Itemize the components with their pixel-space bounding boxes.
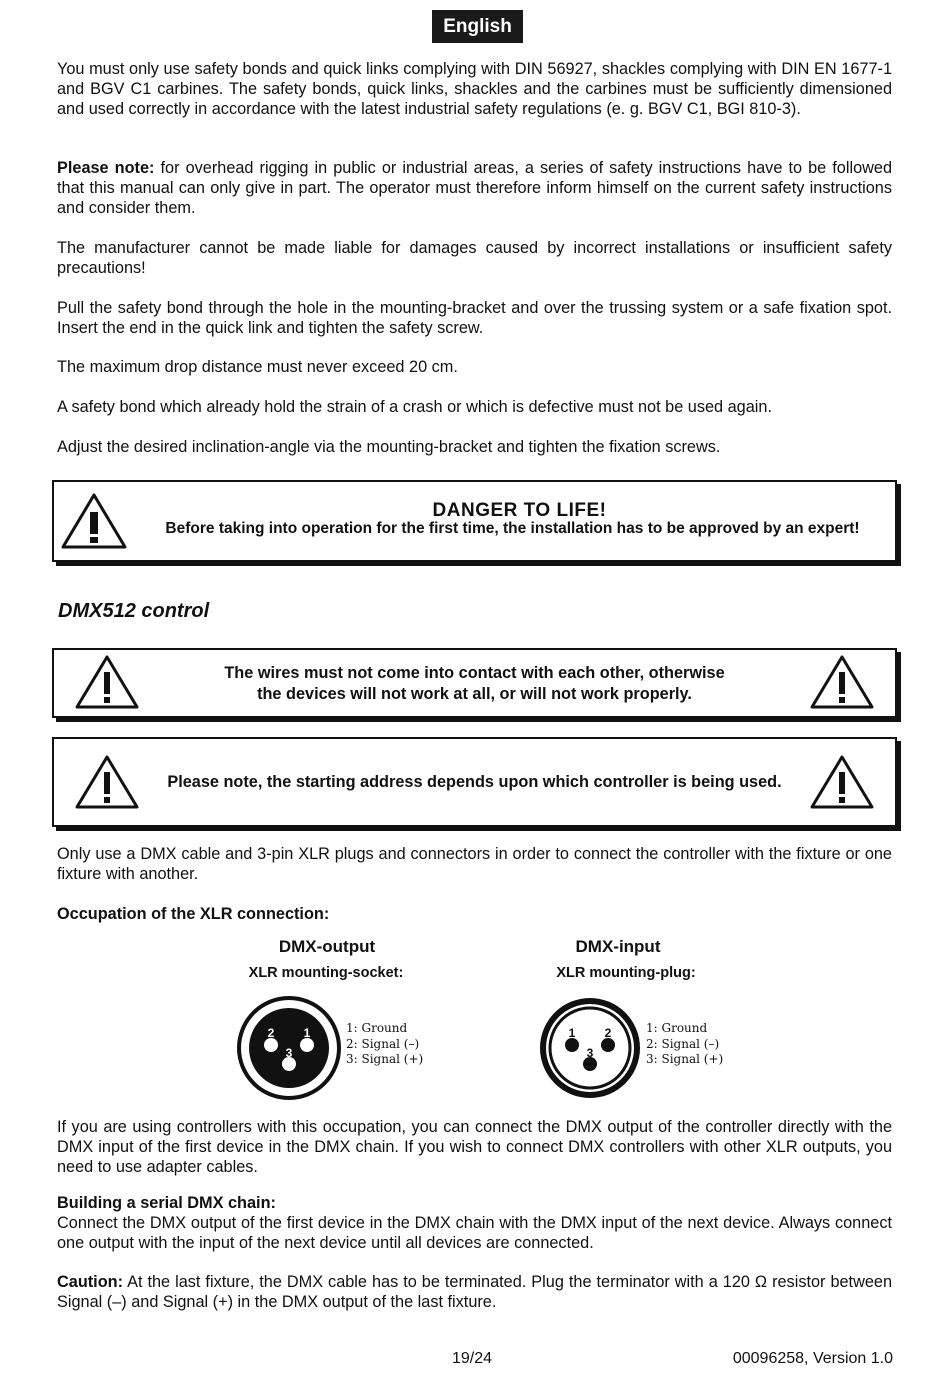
pin-label: 1 [568,1026,576,1040]
paragraph-pull-safety-bond: Pull the safety bond through the hole in the mounting-bracket and over the trussing system or a safe fixation spot. Insert the end in the quick link and tighten the safety screw. [57,299,892,337]
xlr-socket-legend [346,1021,423,1068]
dmx-output-title: DMX-output [278,937,376,956]
paragraph-please-note [57,158,892,218]
legend-ground: 1: Ground [346,1021,408,1035]
pin-label: 2 [604,1026,612,1040]
paragraph-safety-bond-reuse: A safety bond which already hold the strain of a crash or which is defective must not be used again. [57,398,772,416]
caution-text: At the last fixture, the DMX cable has to be terminated. Plug the terminator with a 120 Ω resistor between Signal (–) and Signal (+) in the DMX output of the last fixture. [57,1273,892,1311]
warning-triangle-icon [809,654,875,710]
legend-signal-minus: 2: Signal (–) [646,1036,720,1051]
paragraph-dmx-chain: Connect the DMX output of the first device in the DMX chain with the DMX input of the next device. Always connect one output with the input of the next device until all devices are connected. [57,1214,892,1252]
warning-box-wires [52,648,897,718]
paragraph-caution [57,1272,892,1312]
paragraph-inclination: Adjust the desired inclination-angle via the mounting-bracket and tighten the fixation screws. [57,438,721,456]
caution-lead: Caution: [57,1273,124,1291]
pin-label: 2 [267,1026,275,1040]
warning-wires-text [154,663,795,705]
paragraph-controller-occupation: If you are using controllers with this occupation, you can connect the DMX output of the controller directly with the DMX input of the first device in the DMX chain. If you wish to connect DMX controllers with other XLR outputs, you need to use adapter cables. [57,1118,892,1176]
language-label: English [443,15,512,37]
dmx-input-subtitle: XLR mounting-plug: [556,965,696,981]
chain-heading: Building a serial DMX chain: [57,1194,276,1212]
danger-text: Before taking into operation for the first time, the installation has to be approved by an expert! [165,520,860,537]
xlr-socket-diagram [236,995,342,1101]
pin-label: 3 [285,1046,293,1060]
paragraph-dmx-cable: Only use a DMX cable and 3-pin XLR plugs and connectors in order to connect the controller with the fixture or one fixture with another. [57,845,892,883]
language-badge [432,10,523,43]
xlr-plug-legend [646,1021,723,1068]
pin-label: 3 [586,1046,594,1060]
please-note-text: for overhead rigging in public or industrial areas, a series of safety instructions have to be followed that this manual can only give in part. The operator must therefore inform himself on the current safety instructions and consider them. [57,159,892,217]
please-note-lead: Please note: [57,159,155,177]
warning-box-start-address [52,737,897,827]
pin-label: 1 [303,1026,311,1040]
legend-signal-plus: 3: Signal (+) [346,1052,424,1066]
legend-ground: 1: Ground [646,1021,708,1035]
paragraph-max-drop: The maximum drop distance must never exceed 20 cm. [57,358,458,376]
document-id: 00096258, Version 1.0 [732,1350,893,1367]
page-number: 19/24 [452,1350,493,1367]
legend-signal-plus: 3: Signal (+) [646,1052,724,1066]
xlr-heading: Occupation of the XLR connection: [57,905,330,923]
warning-triangle-icon [809,754,875,810]
warning-wires-line2: the devices will not work at all, or will not work properly. [257,685,692,703]
legend-signal-minus: 2: Signal (–) [346,1036,420,1051]
dmx-input-title: DMX-input [575,937,661,956]
paragraph-safety-bonds: You must only use safety bonds and quick links complying with DIN 56927, shackles complying with DIN EN 1677-1 and BGV C1 carbines. The safety bonds, quick links, shackles and the carbines must be sufficiently dimensioned and used correctly in accordance with the latest industrial safety regulations (e. g. BGV C1, BGI 810-3). [57,60,892,118]
danger-box [52,480,897,562]
warning-triangle-icon [74,754,140,810]
xlr-plug-diagram [537,995,643,1101]
warning-wires-line1: The wires must not come into contact with each other, otherwise [224,664,725,682]
warning-triangle-icon [74,654,140,710]
warning-start-address-text: Please note, the starting address depends upon which controller is being used. [167,773,782,791]
paragraph-manufacturer-liability: The manufacturer cannot be made liable for damages caused by incorrect installations or insufficient safety precautions! [57,239,892,277]
danger-title: DANGER TO LIFE! [432,500,607,521]
section-title-dmx: DMX512 control [58,600,210,622]
dmx-output-subtitle: XLR mounting-socket: [248,965,404,981]
